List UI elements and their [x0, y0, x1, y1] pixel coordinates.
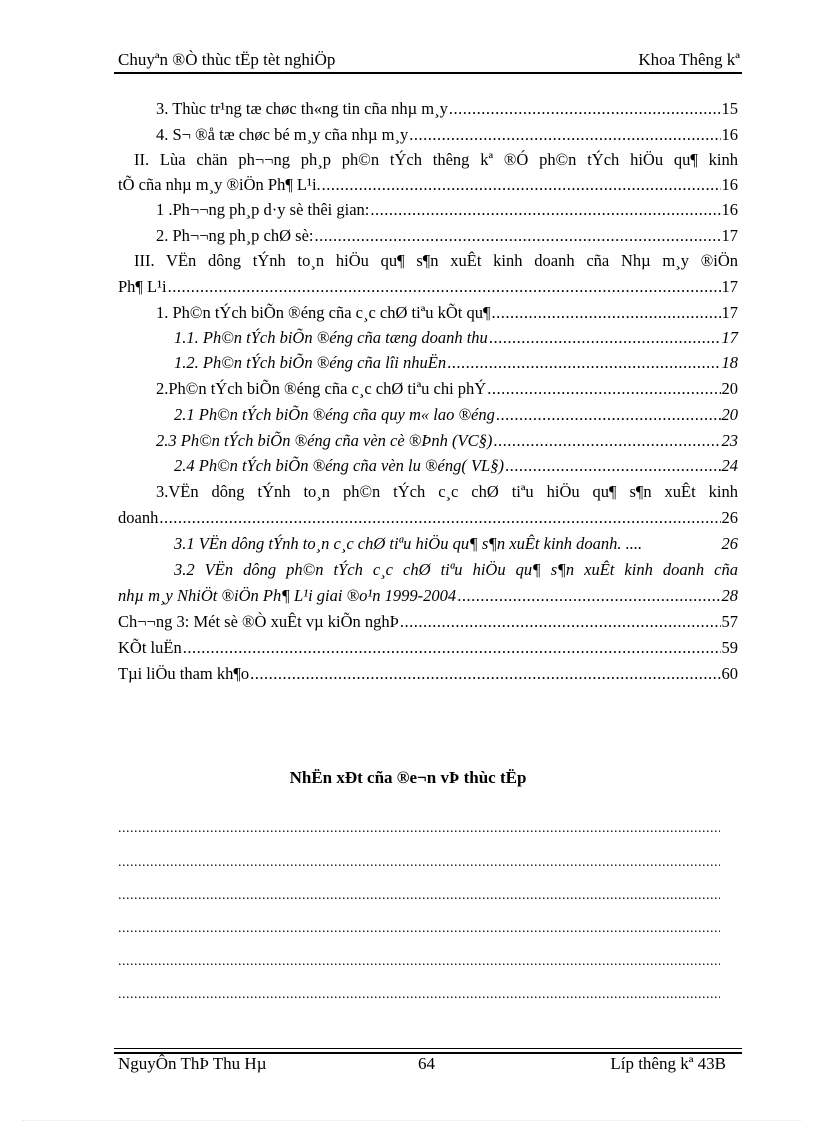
toc-entry: [118, 507, 738, 529]
toc-entry: [118, 174, 738, 196]
toc-entry-title: 3.1 VËn dông tÝnh to¸n c¸c chØ tiªu hiÖu qu¶ s¶n xuÊt kinh doanh. ....: [174, 534, 643, 553]
toc-entry: [156, 199, 738, 221]
toc-entry-page: 23: [721, 431, 738, 450]
toc-entry: [118, 637, 738, 659]
toc-entry-page: 16: [721, 125, 738, 144]
toc-entry-title: Tµi liÖu tham kh¶o: [118, 664, 250, 683]
toc-entry-title: 1 .Ph¬¬ng ph¸p d·y sè thêi gian:: [156, 200, 370, 219]
toc-entry-title: 3.VËn dông tÝnh to¸n ph©n tÝch c¸c chØ tiªu hiÖu qu¶ s¶n xuÊt kinh: [156, 482, 738, 501]
toc-entry-page: 26: [721, 534, 738, 553]
toc-entry-title: 1.2. Ph©n tÝch biÕn ®éng cña lîi nhuËn: [174, 353, 447, 372]
review-line: [118, 856, 720, 870]
toc-entry-page: 24: [721, 456, 738, 475]
footer-author: NguyÔn ThÞ Thu Hµ: [118, 1054, 267, 1073]
toc-entry-title: 3. Thùc tr¹ng tæ chøc th«ng tin cña nhµ m¸y: [156, 99, 448, 118]
toc-entry-title: KÕt luËn: [118, 638, 182, 657]
page-edge: [22, 1120, 802, 1121]
toc-entry-page: 57: [721, 612, 738, 631]
footer-rule: [114, 1048, 742, 1049]
toc-entry-page: 18: [721, 353, 738, 372]
toc-entry: [156, 430, 738, 452]
page-number: 64: [418, 1054, 435, 1073]
toc-entry-page: 28: [721, 586, 738, 605]
toc-entry: [174, 455, 738, 477]
toc-entry: [156, 225, 738, 247]
header-rule: [114, 72, 742, 74]
review-section-title: NhËn xÐt cña ®e¬n vÞ thùc tËp: [289, 768, 527, 787]
toc-entry: [174, 327, 738, 349]
toc-entry: [174, 404, 738, 426]
toc-entry-title: II. Lùa chän ph¬¬ng ph¸p ph©n tÝch thêng kª ®Ó ph©n tÝch hiÖu qu¶ kinh: [134, 150, 738, 169]
toc-entry: [156, 302, 738, 324]
header-title: Chuyªn ®Ò thùc tËp tèt nghiÖp: [118, 50, 336, 69]
toc-entry-title: 2.4 Ph©n tÝch biÕn ®éng cña vèn lu ®éng( VL§): [174, 456, 504, 475]
toc-entry-title: Ph¶ L¹i: [118, 277, 167, 296]
toc-entry-page: 17: [721, 303, 738, 322]
toc-entry: [174, 352, 738, 374]
review-line: [118, 955, 720, 969]
review-line: [118, 822, 720, 836]
toc-entry-title: 2.1 Ph©n tÝch biÕn ®éng cña quy m« lao ®éng: [174, 405, 495, 424]
toc-entry-title: 2.3 Ph©n tÝch biÕn ®éng cña vèn cè ®Þnh (VC§): [156, 431, 493, 450]
toc-entry-title: 1. Ph©n tÝch biÕn ®éng cña c¸c chØ tiªu kÕt qu¶: [156, 303, 491, 322]
toc-entry: [118, 276, 738, 298]
header-faculty: Khoa Thêng kª: [638, 50, 740, 69]
toc-entry-page: 17: [721, 226, 738, 245]
toc-entry-title: 2.Ph©n tÝch biÕn ®éng cña c¸c chØ tiªu chi phÝ: [156, 379, 487, 398]
toc-entry-title: 3.2 VËn dông ph©n tÝch c¸c chØ tiªu hiÖu qu¶ s¶n xuÊt kinh doanh cña: [174, 560, 738, 579]
toc-entry-page: 17: [721, 277, 738, 296]
toc-entry-page: 59: [721, 638, 738, 657]
toc-entry-title: Ch¬¬ng 3: Mét sè ®Ò xuÊt vµ kiÕn nghÞ: [118, 612, 399, 631]
toc-entry-page: 20: [721, 379, 738, 398]
toc-entry-title: tÕ cña nhµ m¸y ®iÖn Ph¶ L¹i.: [118, 175, 321, 194]
toc-entry: [156, 378, 738, 400]
toc-entry: [118, 663, 738, 685]
page-footer: [118, 1054, 726, 1078]
toc-entry-page: 26: [721, 508, 738, 527]
toc-entry-title: doanh: [118, 508, 159, 527]
toc-entry: [156, 124, 738, 146]
toc-entry-page: 16: [721, 200, 738, 219]
toc-entry-title: III. VËn dông tÝnh to¸n hiÖu qu¶ s¶n xuÊt kinh doanh cña Nhµ m¸y ®iÖn: [134, 251, 738, 270]
toc-entry: [174, 533, 738, 555]
review-line: [118, 889, 720, 903]
toc-entry-title: nhµ m¸y NhiÖt ®iÖn Ph¶ L¹i giai ®o¹n 1999-2004: [118, 586, 457, 605]
toc-entry-page: 20: [721, 405, 738, 424]
toc-entry-title: 4. S¬ ®å tæ chøc bé m¸y cña nhµ m¸y: [156, 125, 409, 144]
toc-entry-page: 15: [721, 99, 738, 118]
review-line: [118, 988, 720, 1002]
toc-entry-page: 17: [721, 328, 738, 347]
toc-entry: [156, 98, 738, 120]
toc-entry-page: 16: [721, 175, 738, 194]
footer-class: Líp thêng kª 43B: [610, 1054, 726, 1073]
toc-entry: [118, 611, 738, 633]
toc-entry: [118, 585, 738, 607]
review-line: [118, 922, 720, 936]
toc-entry-title: 1.1. Ph©n tÝch biÕn ®éng cña tæng doanh thu: [174, 328, 488, 347]
toc-entry-page: 60: [721, 664, 738, 683]
toc-entry-title: 2. Ph¬¬ng ph¸p chØ sè:: [156, 226, 314, 245]
